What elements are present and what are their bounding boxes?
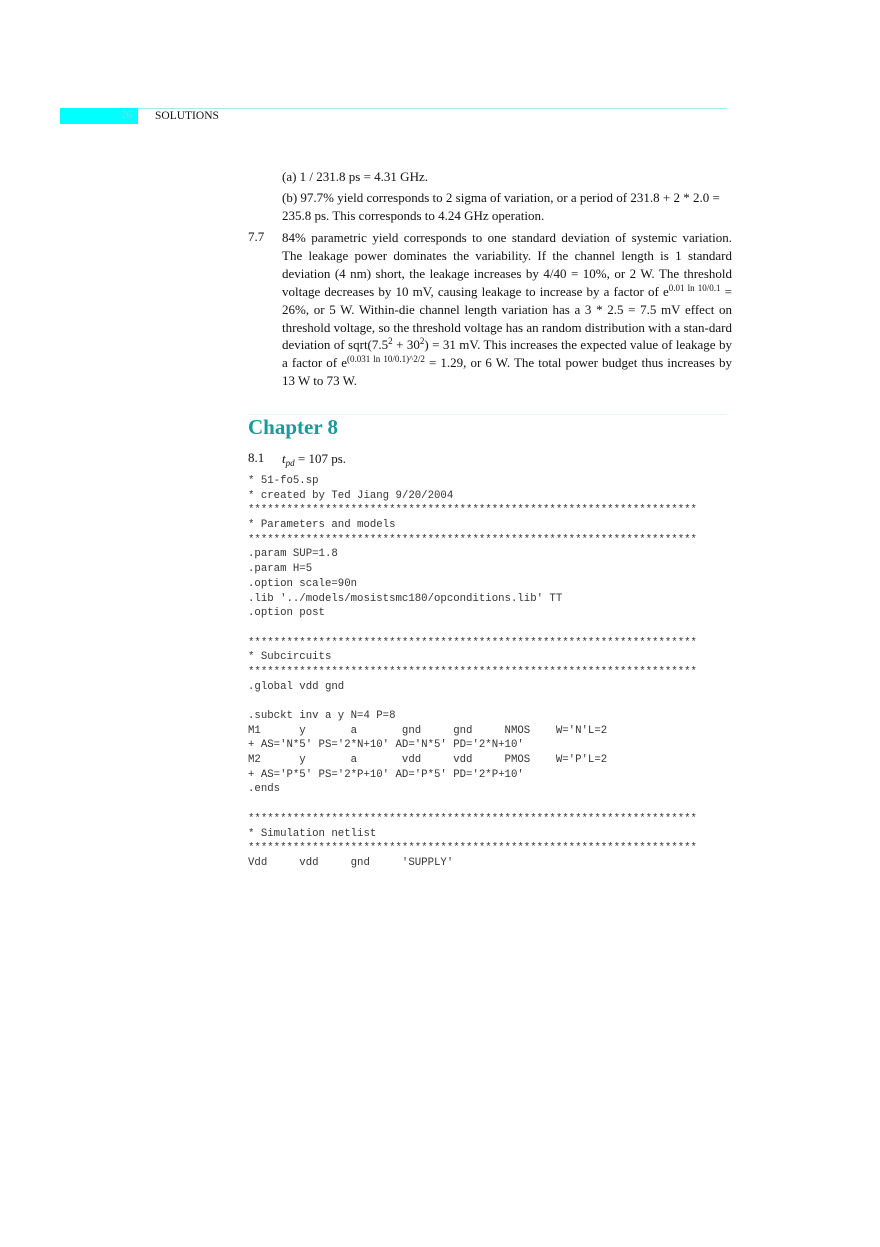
superscript: 0.01 ln 10/0.1 (668, 282, 721, 293)
code-line (248, 797, 697, 812)
code-line: M2 y a vdd vdd PMOS W='P'L=2 (248, 754, 608, 767)
code-line: * created by Ted Jiang 9/20/2004 (248, 489, 454, 502)
superscript: 2 (419, 336, 425, 347)
answer-7-7 (282, 229, 732, 390)
answer-8-1 (282, 450, 732, 468)
code-line (248, 621, 697, 636)
code-line: ********************************************************************** (248, 533, 697, 546)
page-number-tab (60, 108, 138, 124)
code-line: * Simulation netlist (248, 827, 377, 840)
text: = 1.29, or 6 W. The total power budget thus increases by 13 W to 73 W. (282, 355, 733, 389)
header-rule (138, 108, 727, 109)
code-line: ********************************************************************** (248, 812, 697, 825)
code-line: .param SUP=1.8 (248, 548, 338, 561)
code-line: .option post (248, 607, 325, 620)
variable: t (282, 451, 286, 466)
text: 84% parametric yield corresponds to one standard deviation of systemic variation. The leakage power dominates the variability. If the channel length is 1 standard deviation (4 nm) short, the leakage increases by 4/40 = 10%, or 2 W. The threshold voltage decreases by 10 mV, causing leakage to increase by a factor of e (282, 230, 732, 299)
code-line: .ends (248, 783, 281, 796)
code-line: * Parameters and models (248, 519, 396, 532)
subscript: pd (285, 458, 295, 468)
code-line: M1 y a gnd gnd NMOS W='N'L=2 (248, 724, 608, 737)
running-header: SOLUTIONS (155, 110, 219, 122)
code-line: .param H=5 (248, 563, 313, 576)
code-line: ********************************************************************** (248, 504, 697, 517)
chapter-title: Chapter 8 (248, 415, 339, 439)
page-number: 26 (121, 109, 132, 121)
spice-netlist-listing (248, 474, 697, 871)
problem-number-7-7: 7.7 (248, 229, 265, 244)
text: = 107 ps. (294, 451, 347, 466)
superscript: 2 (388, 336, 393, 347)
code-line: .lib '../models/mosistsmc180/opconditions.lib' TT (248, 592, 563, 605)
code-line: * 51-fo5.sp (248, 475, 319, 487)
text: = 26%, or 5 W. Within-die channel length variation has a 3 * 2.5 = 7.5 mV effect on threshold voltage, so the threshold voltage has an random distribution with a stan-dard deviation of sqrt(7.5 (282, 283, 732, 353)
text: ) = 31 mV. This increases the expected value of leakage by a factor of e (282, 337, 732, 371)
answer-part-b: (b) 97.7% yield corresponds to 2 sigma of variation, or a period of 231.8 + 2 * 2.0 = 235.8 ps. This corresponds to 4.24 GHz operation. (282, 190, 720, 223)
text: + 30 (392, 337, 420, 353)
superscript: (0.031 ln 10/0.1)^2/2 (346, 354, 425, 365)
code-line: * Subcircuits (248, 651, 332, 664)
code-line (248, 694, 697, 709)
code-line: + AS='P*5' PS='2*P+10' AD='P*5' PD='2*P+10' (248, 768, 524, 781)
code-line: ********************************************************************** (248, 842, 697, 855)
code-line: .option scale=90n (248, 577, 358, 590)
code-line: .global vdd gnd (248, 680, 345, 693)
code-line: ********************************************************************** (248, 636, 697, 649)
code-line: Vdd vdd gnd 'SUPPLY' (248, 856, 454, 869)
code-line: + AS='N*5' PS='2*N+10' AD='N*5' PD='2*N+10' (248, 739, 524, 752)
code-line: ********************************************************************** (248, 665, 697, 678)
code-line: .subckt inv a y N=4 P=8 (248, 710, 396, 722)
problem-number-8-1: 8.1 (248, 450, 265, 465)
answer-part-a: (a) 1 / 231.8 ps = 4.31 GHz. (282, 169, 428, 184)
